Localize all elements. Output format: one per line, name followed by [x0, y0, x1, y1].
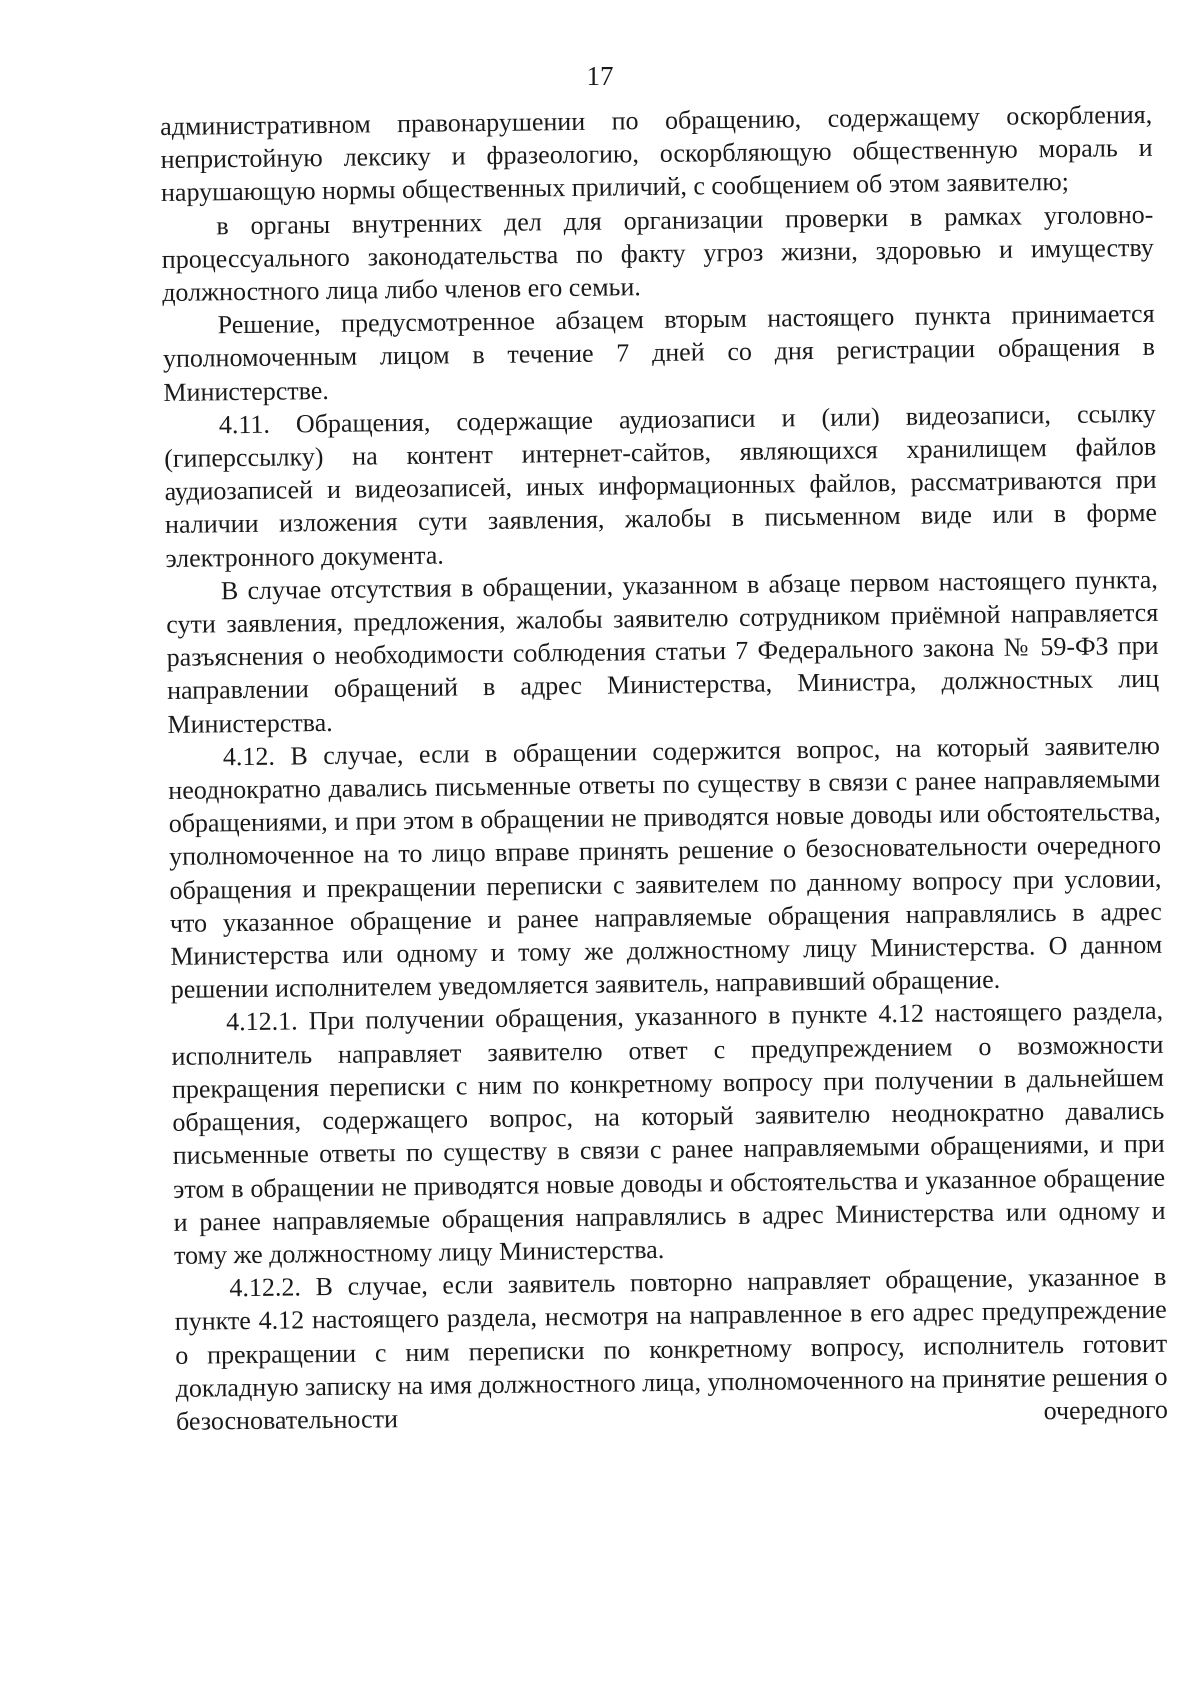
- document-body: [160, 98, 1168, 1438]
- paragraph-3: Решение, предусмотренное абзацем вторым настоящего пункта принимается уполномоченным лицом в течение 7 дней со дня регистрации обращения в Министерстве.: [162, 299, 1156, 407]
- page-number: 17: [586, 61, 614, 91]
- paragraph-4-12: 4.12. В случае, если в обращении содержится вопрос, на который заявителю неоднократно давались письменные ответы по существу в связи с ранее направляемыми обращениями, и при этом в обращении не приводятся новые доводы или обстоятельства, уполномоченное на то лицо вправе принять решение о безосновательности очередного обращения и прекращении переписки с заявителем по данному вопросу при условии, что указанное обращение и ранее направляемые обращения направлялись в адрес Министерства или одному и тому же должностному лицу Министерства. О данном решении исполнителем уведомляется заявитель, направивший обращение.: [168, 730, 1163, 1005]
- paragraph-4-12-1: 4.12.1. При получении обращения, указанного в пункте 4.12 настоящего раздела, исполнитель направляет заявителю ответ с предупреждением о возможности прекращения переписки с ним по конкретному вопросу при получении в дальнейшем обращения, содержащего вопрос, на который заявителю неоднократно давались письменные ответы по существу в связи с ранее направляемыми обращениями, и при этом в обращении не приводятся новые доводы и обстоятельства и указанное обращение и ранее направляемые обращения направлялись в адрес Министерства или одному и тому же должностному лицу Министерства.: [171, 996, 1166, 1270]
- paragraph-1: административном правонарушении по обращению, содержащему оскорбления, непристойную лексику и фразеологию, оскорбляющую общественную мораль и нарушающую нормы общественных приличий, с сообщением об этом заявителю;: [160, 99, 1153, 208]
- paragraph-4-12-2: 4.12.2. В случае, если заявитель повторно направляет обращение, указанное в пункте 4.12 настоящего раздела, несмотря на направленное в его адрес предупреждение о прекращении с ним переписки по конкретному вопросу, исполнитель готовит докладную записку на имя должностного лица, уполномоченного на принятие решения о безосновательности очередного: [174, 1261, 1169, 1436]
- paragraph-2: в органы внутренних дел для организации проверки в рамках уголовно-процессуального законодательства по факту угроз жизни, здоровью и имуществу должностного лица либо членов его семьи.: [161, 199, 1154, 308]
- paragraph-5: В случае отсутствия в обращении, указанном в абзаце первом настоящего пункта, сути заявления, предложения, жалобы заявителю сотрудником приёмной направляется разъяснения о необходимости соблюдения статьи 7 Федерального закона № 59-ФЗ при направлении обращений в адрес Министерства, Министра, должностных лиц Министерства.: [166, 564, 1160, 739]
- paragraph-4-11: 4.11. Обращения, содержащие аудиозаписи и (или) видеозаписи, ссылку (гиперссылку) на контент интернет-сайтов, являющихся хранилищем файлов аудиозаписей и видеозаписей, иных информационных файлов, рассматриваются при наличии изложения сути заявления, жалобы в письменном виде или в форме электронного документа.: [164, 398, 1158, 573]
